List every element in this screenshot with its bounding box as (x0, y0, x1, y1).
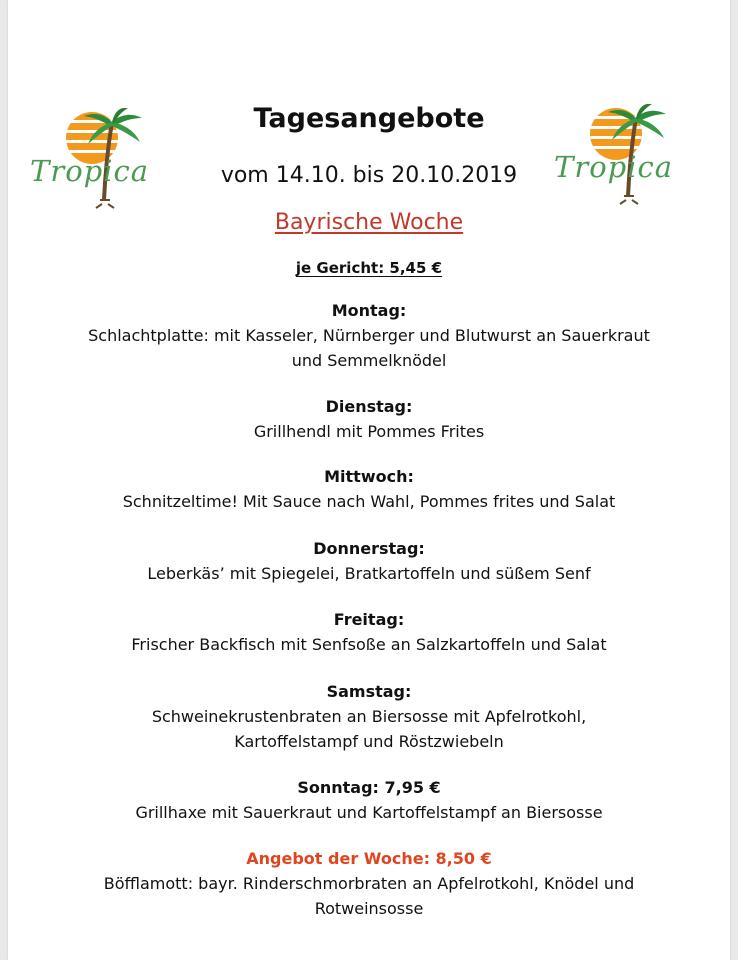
day-heading: Sonntag: 7,95 € (297, 778, 441, 797)
logo-text: Tropica (554, 150, 674, 184)
day-heading: Dienstag: (325, 397, 413, 416)
day-heading: Mittwoch: (324, 467, 414, 486)
date-range: vom 14.10. bis 20.10.2019 (220, 163, 518, 188)
dish-description: Schlachtplatte: mit Kasseler, Nürnberger und Blutwurst an Sauerkraut und Semmelknödel (88, 326, 650, 370)
dish-description: Böfflamott: bayr. Rinderschmorbraten an Apfelrotkohl, Knödel und Rotweinsosse (103, 874, 635, 918)
day-saturday (0, 679, 738, 754)
page-title: Tagesangebote (253, 103, 485, 134)
dish-description: Grillhendl mit Pommes Frites (253, 422, 485, 441)
day-sunday (0, 775, 738, 825)
day-wednesday (0, 464, 738, 514)
dish-description: Schnitzeltime! Mit Sauce nach Wahl, Pommes frites und Salat (122, 492, 616, 511)
day-monday (0, 298, 738, 373)
day-heading: Samstag: (326, 682, 412, 701)
week-theme: Bayrische Woche (274, 210, 464, 235)
day-thursday (0, 536, 738, 586)
dish-description: Schweinekrustenbraten an Biersosse mit Apfelrotkohl, Kartoffelstampf und Röstzwiebeln (151, 707, 587, 751)
price-per-dish: je Gericht: 5,45 € (295, 259, 443, 277)
dish-description: Grillhaxe mit Sauerkraut und Kartoffelstampf an Biersosse (135, 803, 603, 822)
day-heading: Freitag: (333, 610, 405, 629)
day-heading: Donnerstag: (313, 539, 425, 558)
dish-description: Frischer Backfisch mit Senfsoße an Salzkartoffeln und Salat (131, 635, 607, 654)
day-friday (0, 607, 738, 657)
weekly-offer (0, 846, 738, 921)
day-heading: Montag: (331, 301, 407, 320)
logo-text: Tropica (30, 154, 150, 188)
offer-heading: Angebot der Woche: 8,50 € (246, 849, 492, 868)
dish-description: Leberkäs’ mit Spiegelei, Bratkartoffeln und süßem Senf (147, 564, 591, 583)
day-tuesday (0, 394, 738, 444)
